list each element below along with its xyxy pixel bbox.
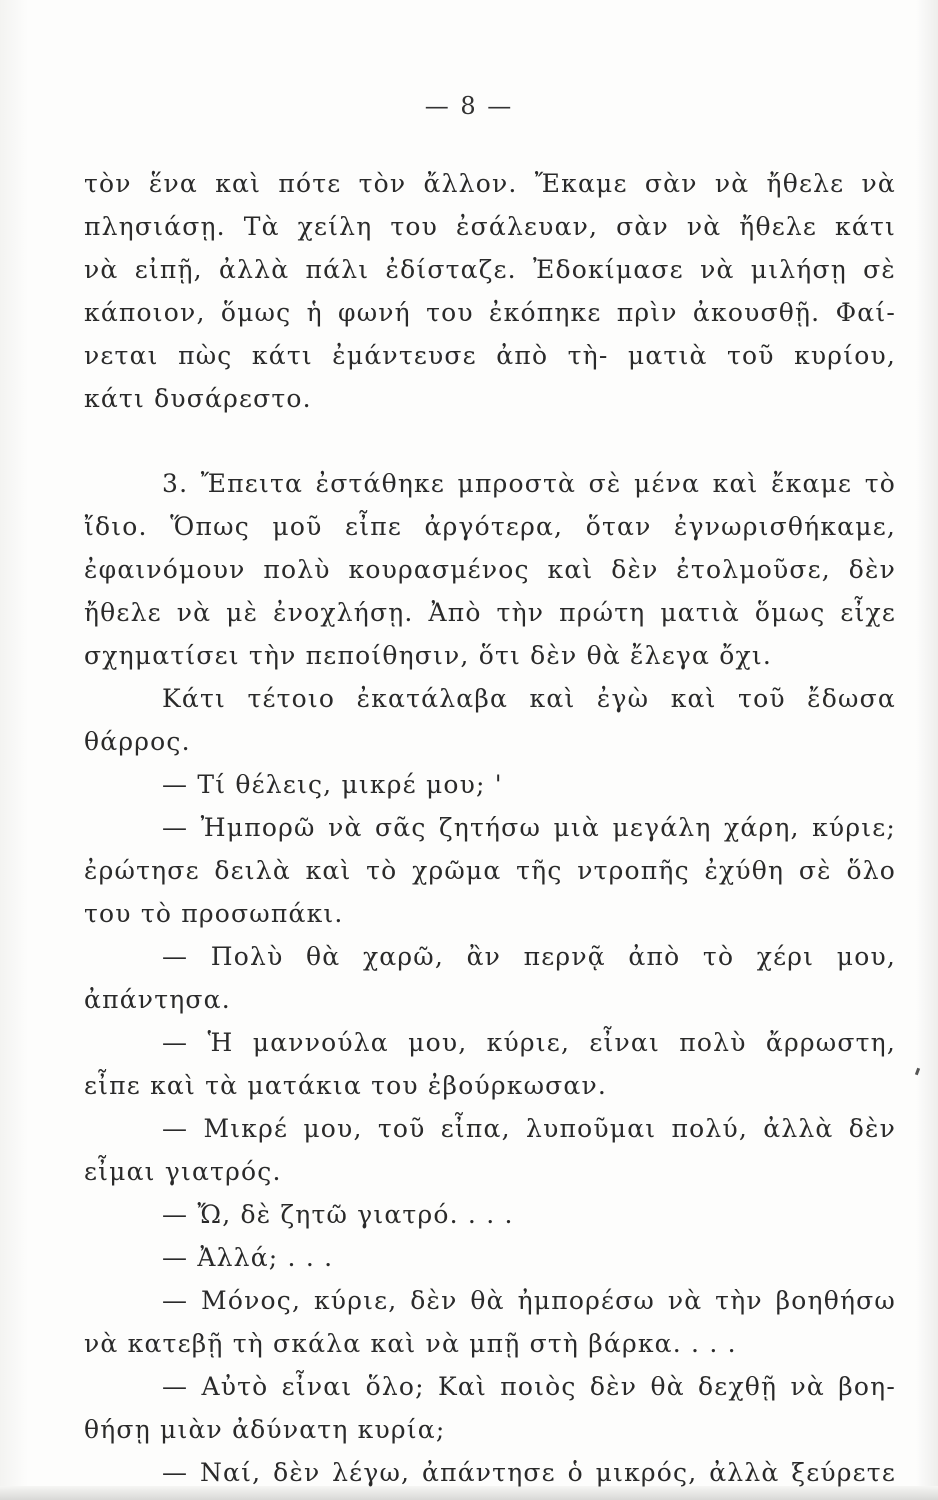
text-line: του τὸ προσωπάκι. [84,899,344,928]
page-number: — 8 — [424,92,514,120]
dialogue-line: — Μόνος, κύριε, δὲν θὰ ἠμπορέσω νὰ τὴν βοηθήσω [162,1286,896,1315]
section-gap [84,420,896,462]
dialogue-line: — Πολὺ θὰ χαρῶ, ἂν περνᾷ ἀπὸ τὸ χέρι μου, [162,942,896,971]
text-line: κάποιον, ὅμως ἡ φωνή του ἐκόπηκε πρὶν ἀκουσθῇ. Φαί- [84,298,896,327]
dialogue-line: — Μικρέ μου, τοῦ εἶπα, λυποῦμαι πολύ, ἀλλὰ δὲν [162,1114,896,1143]
text-line: εἶμαι γιατρός. [84,1157,282,1186]
text-line: νὰ εἰπῇ, ἀλλὰ πάλι ἐδίσταζε. Ἐδοκίμασε νὰ μιλήσῃ σὲ [84,255,896,284]
scan-shadow-left [0,0,28,1500]
text-line: ἀπάντησα. [84,985,231,1014]
text-line: πλησιάσῃ. Τὰ χείλη του ἐσάλευαν, σὰν νὰ ἤθελε κάτι [84,212,896,241]
text-line: ἤθελε νὰ μὲ ἐνοχλήσῃ. Ἀπὸ τὴν πρώτη ματιὰ ὅμως εἶχε [84,598,896,627]
dialogue-line: — Ἀλλά; . . . [162,1243,334,1272]
text-line: νεται πὼς κάτι ἐμάντευσε ἀπὸ τὴ- ματιὰ τοῦ κυρίου, [84,341,896,370]
text-line: Κάτι τέτοιο ἐκατάλαβα καὶ ἐγὼ καὶ τοῦ ἔδωσα [162,684,896,713]
text-line: εἶπε καὶ τὰ ματάκια του ἐβούρκωσαν. [84,1071,608,1100]
page-body [84,162,896,1494]
text-line: ἐφαινόμουν πολὺ κουρασμένος καὶ δὲν ἐτολμοῦσε, δὲν [84,555,896,584]
dialogue-line: — Ὤ, δὲ ζητῶ γιατρό. . . . [162,1200,514,1229]
text-line: θάρρος. [84,727,191,756]
text-line: κάτι δυσάρεστο. [84,384,312,413]
dialogue-line: — Αὐτὸ εἶναι ὅλο; Καὶ ποιὸς δὲν θὰ δεχθῇ νὰ βοη- [162,1372,896,1401]
dialogue-line: — Ἡ μαννούλα μου, κύριε, εἶναι πολὺ ἄρρωστη, [162,1028,896,1057]
dialogue-line: — Τί θέλεις, μικρέ μου; ' [162,770,503,799]
text-line: 3. Ἔπειτα ἐστάθηκε μπροστὰ σὲ μένα καὶ ἔκαμε τὸ [162,469,896,498]
scan-shadow-right [916,0,938,1500]
text-line: νὰ κατεβῇ τὴ σκάλα καὶ νὰ μπῇ στὴ βάρκα. . . . [84,1329,737,1358]
text-line: ἴδιο. Ὅπως μοῦ εἶπε ἀργότερα, ὅταν ἐγνωρισθήκαμε, [84,512,896,541]
text-line: ἐρώτησε δειλὰ καὶ τὸ χρῶμα τῆς ντροπῆς ἐχύθη σὲ ὅλο [84,856,896,885]
dialogue-line: — Ναί, δὲν λέγω, ἀπάντησε ὁ μικρός, ἀλλὰ ξεύρετε [162,1458,896,1487]
text-line: σχηματίσει τὴν πεποίθησιν, ὅτι δὲν θὰ ἔλεγα ὄχι. [84,641,772,670]
text-line: θήσῃ μιὰν ἀδύνατη κυρία; [84,1415,446,1444]
text-line: τὸν ἕνα καὶ πότε τὸν ἄλλον. Ἔκαμε σὰν νὰ ἤθελε νὰ [84,169,896,198]
dialogue-line: — Ἠμπορῶ νὰ σᾶς ζητήσω μιὰ μεγάλη χάρη, κύριε; [162,813,896,842]
